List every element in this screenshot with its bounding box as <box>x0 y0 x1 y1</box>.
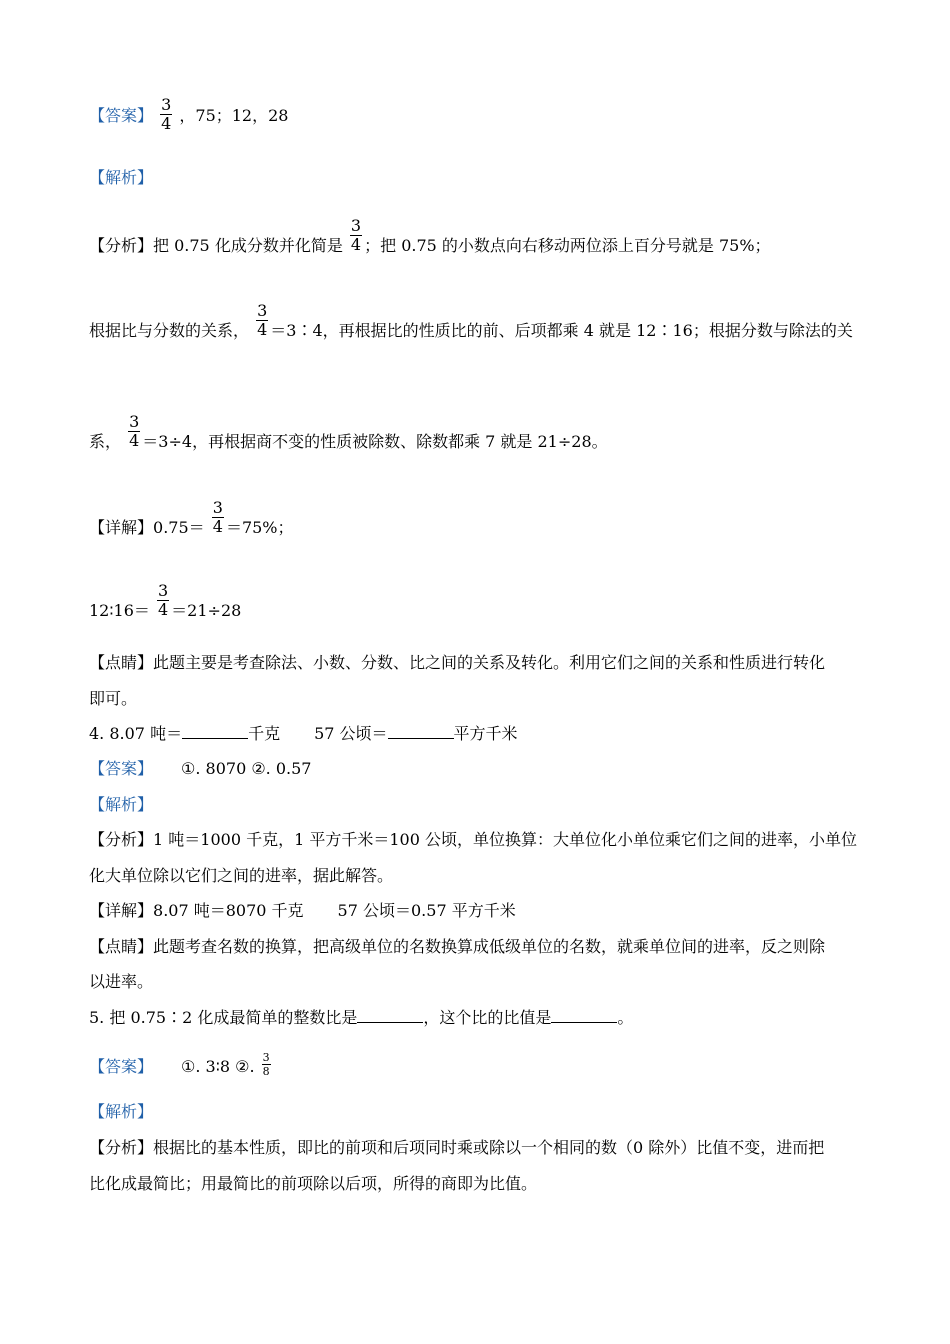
q5-jiexi-line <box>89 1102 153 1122</box>
fenxi-text: ＝3∶4，再根据比的性质比的前、后项都乘 4 就是 12∶16；根据分数与除法的关 <box>270 321 853 340</box>
q4-xiangjie-line <box>89 901 516 921</box>
fenxi-text: 根据比与分数的关系， <box>89 321 250 340</box>
fraction-3-4: $\frac{3}{4}$ <box>212 498 223 536</box>
fraction-3-4: $\frac{3}{4}$ <box>350 216 362 254</box>
jiexi-tag: 【解析】 <box>89 1102 154 1121</box>
answer-blank <box>357 1008 423 1023</box>
q4-question-text: 57 公顷＝ <box>314 724 388 743</box>
q5-question-line <box>89 1008 633 1028</box>
q5-question-text: 。 <box>617 1008 634 1027</box>
q3-jiexi-line <box>89 168 153 188</box>
q4-answer-line <box>89 759 311 779</box>
xiangjie-tag: 【详解】 <box>89 518 154 537</box>
xiangjie-text: 57 公顷＝0.57 平方千米 <box>337 901 516 920</box>
fenxi-tag: 【分析】 <box>89 1138 154 1157</box>
xiangjie-text: 12∶16＝ <box>89 601 150 620</box>
jiexi-tag: 【解析】 <box>89 795 154 814</box>
answer-tag: 【答案】 <box>89 106 154 125</box>
q4-dianjing-line-1 <box>89 937 825 957</box>
fraction-3-4: $\frac{3}{4}$ <box>161 95 172 133</box>
dianjing-text: 以进率。 <box>89 972 154 991</box>
q4-answer-text: ①. 8070 ②. 0.57 <box>181 759 312 778</box>
q4-question-text: 4. 8.07 吨＝ <box>89 724 183 743</box>
fenxi-text: 化大单位除以它们之间的进率，据此解答。 <box>89 866 394 885</box>
fraction-3-4: $\frac{3}{4}$ <box>157 581 169 619</box>
q3-answer-line <box>89 95 289 135</box>
fenxi-text: 1 吨＝1000 千克，1 平方千米＝100 公顷，单位换算：大单位化小单位乘它们之间的进率，小单位 <box>153 830 857 849</box>
q4-jiexi-line <box>89 795 153 815</box>
answer-blank <box>388 724 454 739</box>
answer-tag: 【答案】 <box>89 759 154 778</box>
answer-blank <box>182 724 248 739</box>
dianjing-text: 即可。 <box>89 689 138 708</box>
q5-fenxi-line-2 <box>89 1174 537 1194</box>
fenxi-tag: 【分析】 <box>89 830 154 849</box>
q3-fenxi-line-1 <box>89 216 771 265</box>
xiangjie-text: 0.75＝ <box>153 518 205 537</box>
q4-question-line <box>89 724 518 744</box>
answer-text: ，75；12，28 <box>179 106 289 125</box>
xiangjie-text: 8.07 吨＝8070 千克 <box>153 901 304 920</box>
q3-fenxi-line-2 <box>89 301 853 350</box>
xiangjie-tag: 【详解】 <box>89 901 154 920</box>
q4-question-text: 平方千米 <box>453 724 518 743</box>
xiangjie-text: ＝75%； <box>225 518 294 537</box>
q3-xiangjie-line-1 <box>89 498 294 547</box>
q4-fenxi-line-1 <box>89 830 857 850</box>
q3-fenxi-line-3 <box>89 412 608 461</box>
fenxi-tag: 【分析】 <box>89 236 154 255</box>
fenxi-text: 把 0.75 化成分数并化简是 <box>153 236 343 255</box>
dianjing-text: 此题主要是考查除法、小数、分数、比之间的关系及转化。利用它们之间的关系和性质进行转化 <box>153 653 826 672</box>
xiangjie-text: ＝21÷28 <box>171 601 242 620</box>
fenxi-text: 根据比的基本性质，即比的前项和后项同时乘或除以一个相同的数（0 除外）比值不变，进而把 <box>153 1138 825 1157</box>
q5-fenxi-line-1 <box>89 1138 824 1158</box>
fenxi-text: ；把 0.75 的小数点向右移动两位添上百分号就是 75%； <box>364 236 771 255</box>
q5-question-text: 5. 把 0.75∶2 化成最简单的整数比是 <box>89 1008 358 1027</box>
fraction-3-4: $\frac{3}{4}$ <box>129 412 140 450</box>
dianjing-tag: 【点睛】 <box>89 937 154 956</box>
fraction-3-4: $\frac{3}{4}$ <box>257 301 268 339</box>
q4-question-text: 千克 <box>248 724 281 743</box>
q4-dianjing-line-2 <box>89 972 153 992</box>
jiexi-tag: 【解析】 <box>89 168 154 187</box>
fenxi-text: 比化成最简比；用最简比的前项除以后项，所得的商即为比值。 <box>89 1174 538 1193</box>
answer-blank <box>551 1008 617 1023</box>
fenxi-text: ＝3÷4，再根据商不变的性质被除数、除数都乘 7 就是 21÷28。 <box>142 432 608 451</box>
q5-answer-line <box>89 1051 273 1081</box>
fenxi-text: 系， <box>89 432 122 451</box>
q4-fenxi-line-2 <box>89 866 393 886</box>
q3-dianjing-line-1 <box>89 653 825 673</box>
dianjing-text: 此题考查名数的换算，把高级单位的名数换算成低级单位的名数，就乘单位间的进率，反之则除 <box>153 937 826 956</box>
dianjing-tag: 【点睛】 <box>89 653 154 672</box>
answer-tag: 【答案】 <box>89 1057 154 1076</box>
q5-answer-text: ①. 3∶8 ②. <box>181 1057 255 1076</box>
q3-dianjing-line-2 <box>89 689 137 709</box>
fraction-3-8: $\frac{3}{8}$ <box>262 1051 270 1078</box>
q3-xiangjie-line-2 <box>89 581 242 630</box>
q5-question-text: ，这个比的比值是 <box>423 1008 552 1027</box>
